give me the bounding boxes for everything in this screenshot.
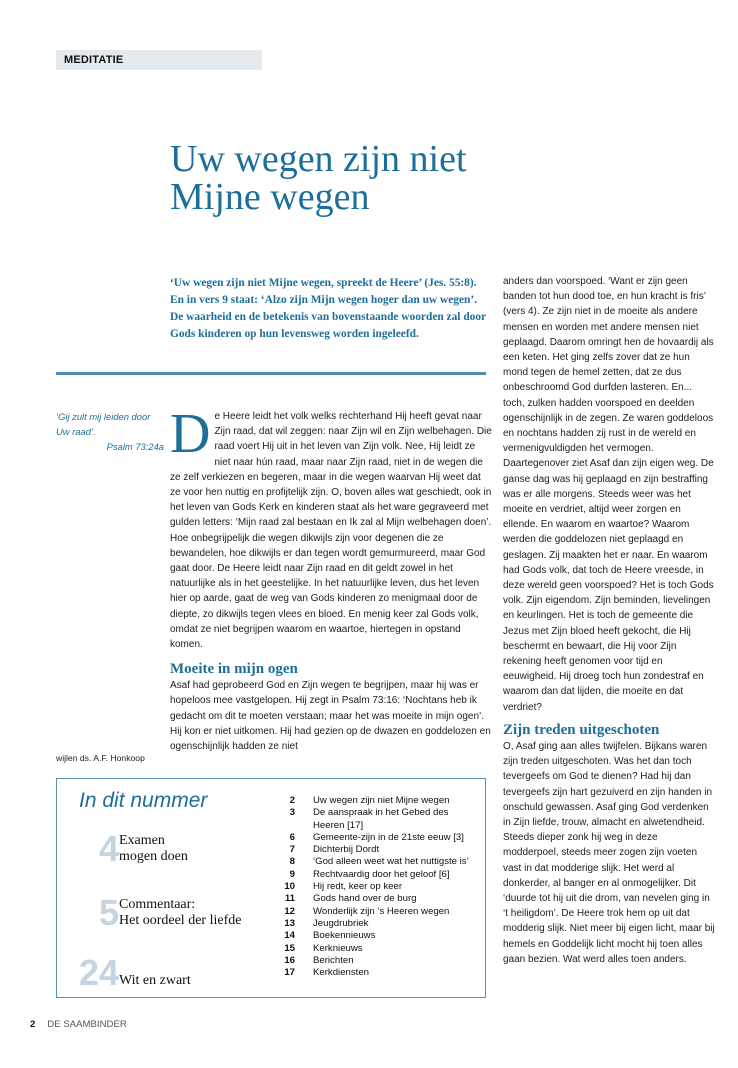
- toc-title: Hij redt, keer op keer: [313, 881, 403, 893]
- toc-page: 3: [289, 807, 295, 819]
- page-title: [170, 140, 620, 216]
- toc-item[interactable]: [281, 856, 481, 868]
- toc-page: 6: [289, 831, 295, 843]
- toc-title: ‘God alleen weet wat het nuttigste is’: [313, 856, 469, 868]
- intro-paragraph: ‘Uw wegen zijn niet Mijne wegen, spreekt de Heere’ (Jes. 55:8). En in vers 9 staat: ‘Alzo zijn Mijn wegen hoger dan uw wegen’. De waarheid en de betekenis van bovenstaande woorden zal door Gods kinderen op hun levensweg worden ingeleefd.: [170, 277, 486, 340]
- footer-publication: DE SAAMBINDER: [47, 1019, 127, 1030]
- toc-title: Jeugdrubriek: [313, 917, 369, 929]
- toc-item[interactable]: [281, 844, 481, 856]
- toc-title: Rechtvaardig door het geloof [6]: [313, 868, 450, 880]
- quote-text: ‘Gij zult mij leiden door Uw raad’.: [56, 411, 151, 437]
- toc-item[interactable]: [281, 832, 481, 844]
- toc-item[interactable]: [281, 943, 481, 955]
- side-quote: [56, 409, 164, 454]
- toc-list: [281, 795, 481, 979]
- paragraph-text: e Heere leidt het volk welks rechterhand Hij heeft gevat naar Zijn raad, dat wil zeggen: naar Zijn wil en Zijn welbehagen. Die raad voert Hij uit in het leven van Zijn volk. Nee, Hij leidt ze niet naar hún raad, maar naar Zijn raad, niet in de wegen die ze zelf verkiezen en begeren, maar in die wegen waarvan Hij weet dat ze voor hen nuttig en profijtelijk zijn. O, boven alles wat geschiedt, ook in het leven van Gods Kerk en kinderen staat als het ware gegraveerd met gulden letters: ‘Mijn raad zal bestaan en Ik zal al Mijn welbehagen doen’. Hoe onbegrijpelijk die wegen dikwijls zijn voor degenen die ze bewandelen, hoe dikwijls er dan tegen wordt gemurmureerd, maar God gaat door. De Heere leidt naar Zijn raad en dit geldt zowel in het natuurlijke als in het geestelijke. In het natuurlijke leven, dus het leven hier op aarde, gaat de weg van Gods kinderen zo menigmaal door de diepte, zo dikwijls tegen vlees en bloed. En menig keer zal Gods volk, omdat ze niet begrijpen waarom en waartoe, hiertegen in opstand komen.: [170, 411, 492, 651]
- toc-item[interactable]: [281, 869, 481, 881]
- toc-item[interactable]: [281, 795, 481, 807]
- toc-title: Kerkdiensten: [313, 967, 369, 979]
- article-paragraph: [170, 403, 492, 652]
- feature-title-line: Commentaar:: [119, 897, 196, 912]
- toc-item[interactable]: [281, 930, 481, 942]
- toc-title: Berichten: [313, 954, 354, 966]
- toc-title: Gemeente-zijn in de 21ste eeuw [3]: [313, 831, 464, 843]
- feature-page-number: 5: [98, 892, 119, 933]
- subheading-treden: Zijn treden uitgeschoten: [503, 721, 660, 738]
- subheading-moeite: Moeite in mijn ogen: [170, 661, 298, 678]
- toc-title: Kerknieuws: [313, 942, 363, 954]
- toc-title: Wonderlijk zijn ‘s Heeren wegen: [313, 905, 450, 917]
- toc-item[interactable]: [281, 918, 481, 930]
- quote-reference: Psalm 73:24a: [106, 441, 164, 452]
- toc-page: 15: [284, 942, 295, 954]
- toc-item[interactable]: [281, 967, 481, 979]
- toc-page: 12: [284, 905, 295, 917]
- toc-item[interactable]: [281, 807, 481, 832]
- toc-page: 11: [284, 893, 295, 905]
- feature-title-line: Wit en zwart: [119, 973, 191, 988]
- author-credit: wijlen ds. A.F. Honkoop: [56, 753, 145, 763]
- toc-page: 17: [284, 967, 295, 979]
- title-line-2: Mijne wegen: [170, 176, 370, 218]
- toc-title: Dichterbij Dordt: [313, 844, 380, 856]
- toc-page: 8: [289, 856, 295, 868]
- footer-page-number: 2: [30, 1019, 36, 1030]
- toc-item[interactable]: [281, 906, 481, 918]
- table-of-contents: [56, 778, 486, 998]
- feature-title-line: Het oordeel der liefde: [119, 913, 242, 928]
- toc-page: 7: [289, 844, 295, 856]
- article-paragraph: anders dan voorspoed. ‘Want er zijn geen banden tot hun dood toe, en hun kracht is fris’ (vers 4). Ze zijn niet in de moeite als andere mensen en worden met andere mensen niet geplaagd. Daarom omringt hen de hovaardij als een keten. Het ging zelfs zover dat ze hun mond tegen de hemel zetten, dat ze dus onbeschroomd God durfden lasteren. En... toch, zulken hadden voorspoed en deelden ogenschijnlijk in de zegen. Ze waren goddeloos en nochtans hadden zij rust in de wereld en vermenigvuldigden het vermogen.: [503, 276, 714, 455]
- feature-page-number: 24: [79, 952, 120, 993]
- toc-title: Gods hand over de burg: [313, 893, 417, 905]
- toc-feature[interactable]: [79, 892, 279, 935]
- section-divider: [56, 372, 486, 375]
- article-paragraph: O, Asaf ging aan alles twijfelen. Bijkans waren zijn treden uitgeschoten. Was het dan toch tevergeefs om God te dienen? Had hij dan tevergeefs zijn hart gezuiverd en zijn handen in onschuld gewassen. Asaf ging God verdenken in Zijn liefde, trouw, almacht en alwetendheid. Steeds dieper zonk hij weg in deze modderpoel, steeds meer zogen zijn voeten vast in dat modderige slijk. Het werd al donkerder, al banger en al onmogelijker. Dit ‘duurde tot hij uit die drom, van nevelen ging in ‘t heiligdom’. De Heere trok hem op uit dat modderig slijk. Niet meer bij eigen licht, maar bij hemels en Goddelijk licht mocht hij toen alles gaan bezien. Wat werd alles toen anders.: [503, 740, 715, 965]
- toc-page: 14: [284, 930, 295, 942]
- toc-title: Boekennieuws: [313, 930, 376, 942]
- feature-title: [119, 973, 289, 989]
- toc-feature[interactable]: [79, 952, 279, 995]
- article-column-right: [503, 274, 715, 967]
- feature-title: [119, 897, 289, 929]
- toc-page: 13: [284, 917, 295, 929]
- toc-page: 2: [289, 795, 295, 806]
- toc-item[interactable]: [281, 893, 481, 905]
- page-footer: [30, 1019, 127, 1030]
- toc-title: Uw wegen zijn niet Mijne wegen: [313, 795, 450, 806]
- toc-title: De aanspraak in het Gebed des Heeren [17]: [313, 807, 449, 831]
- article-column-main: [170, 403, 492, 754]
- title-line-1: Uw wegen zijn niet: [170, 138, 467, 180]
- toc-feature[interactable]: [79, 828, 279, 871]
- section-label: MEDITATIE: [56, 50, 262, 70]
- feature-title-line: Examen: [119, 833, 165, 848]
- toc-heading: In dit nummer: [79, 789, 208, 812]
- toc-item[interactable]: [281, 955, 481, 967]
- feature-title: [119, 833, 289, 865]
- feature-title-line: mogen doen: [119, 849, 188, 864]
- toc-page: 9: [289, 868, 295, 880]
- toc-page: 10: [284, 881, 295, 893]
- feature-page-number: 4: [98, 828, 119, 869]
- drop-cap: D: [170, 403, 211, 465]
- toc-page: 16: [284, 954, 295, 966]
- toc-item[interactable]: [281, 881, 481, 893]
- article-paragraph: Asaf had geprobeerd God en Zijn wegen te begrijpen, maar hij was er hopeloos mee vastgelopen. Hij zegt in Psalm 73:16: ‘Nochtans heb ik gedacht om dit te moeten verstaan; maar het was moeite in mijn ogen’. Hij kon er niet uitkomen. Hij had gezien op de dwazen en goddelozen en ogenschijnlijk hadden ze niet: [170, 680, 491, 753]
- article-paragraph: Daartegenover ziet Asaf dan zijn eigen weg. De ganse dag was hij geplaagd en zijn bestraffing was er alle morgens. Steeds weer was het moeite en verdriet, altijd weer zorgen en ellende. En waarom en waartoe? Waarom werden die goddelozen niet geplaagd en geslagen. Zij maakten het er naar. En waarom had Gods volk, dat toch de Heere vreesde, in deze wereld geen voorspoed? Het is toch Gods volk. Zijn eigendom. Zijn beminden, lievelingen en keurlingen. Het is toch de gemeente die Jezus met Zijn bloed heeft gekocht, die Hij beschermt en bewaart, die Hij voor Zijn rekening heeft genomen voor tijd en eeuwigheid. Hij droeg toch hun zondestraf en waarom dan dat lijden, die moeite en dat verdriet?: [503, 458, 714, 713]
